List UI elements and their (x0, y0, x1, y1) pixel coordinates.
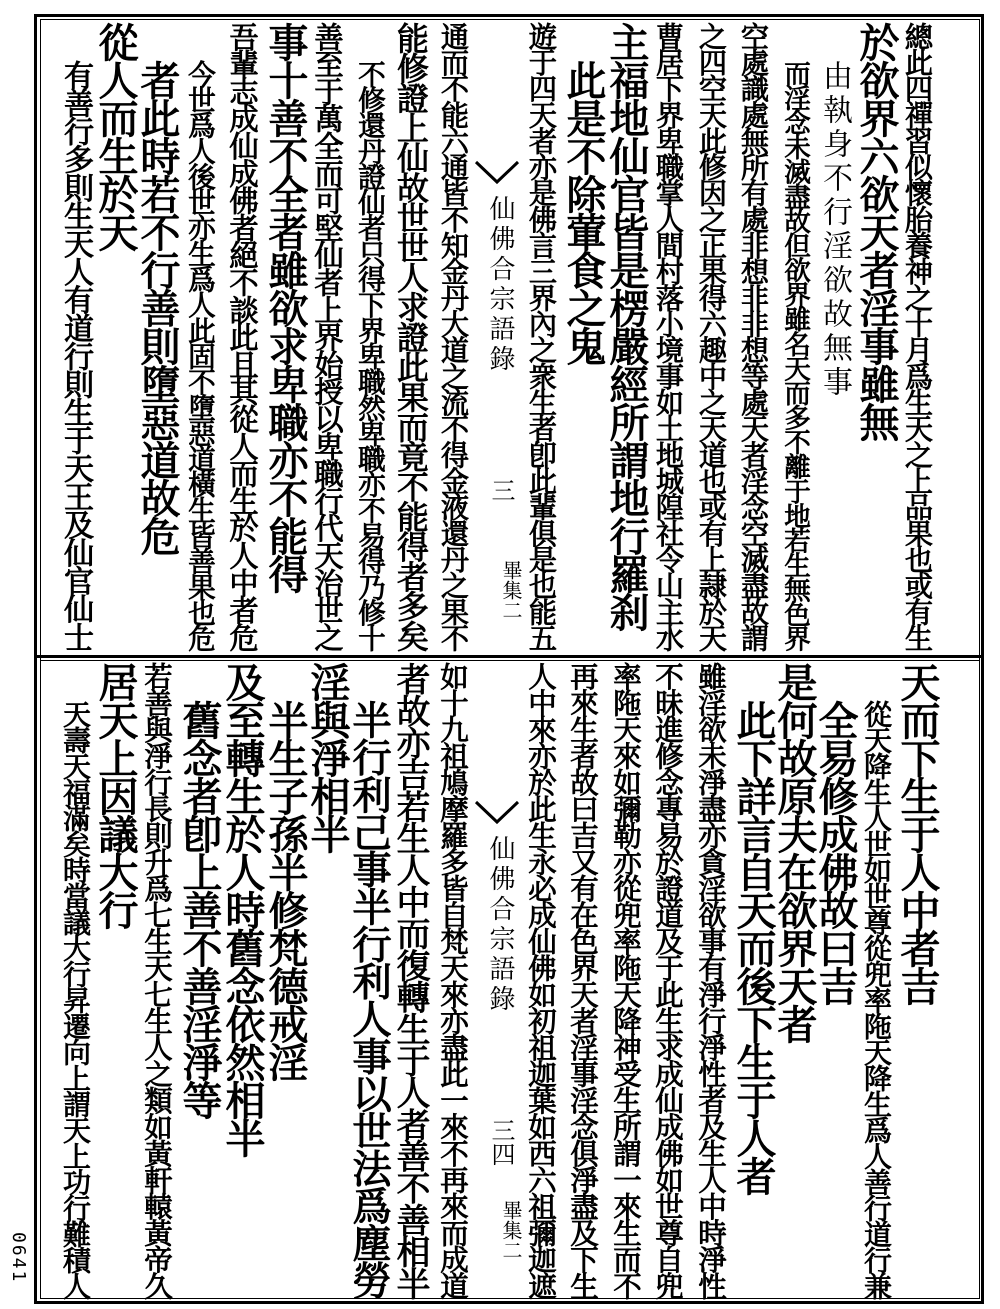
bottom-col-12: 者故亦吉若生人中而復轉生于人者善不善相半 (391, 662, 431, 1298)
fish-tail-mark-bottom (474, 800, 520, 826)
top-col-12: 能修證上仙故世世人求證此果而竟不能得者多矣 (392, 22, 430, 650)
bottom-col-10: 人中來亦於此生永必成仙佛如初祖迦葉如西六祖彌迦遮 (524, 662, 558, 1298)
top-col-5: 空處識處無所有處非想非非想等處天者淫念空滅盡故謂 (737, 22, 770, 650)
top-col-10: 遊于四天者亦是佛言三界內之衆生者卽此輩俱是也能五 (525, 22, 558, 650)
bottom-col-6: 雖淫欲未淨盡亦貪淫欲事有淨行淨性者及生人中時淨性 (694, 662, 728, 1298)
fish-tail-mark-top (474, 160, 520, 186)
top-col-2: 於欲界六欲天者淫事雖無 (853, 22, 900, 440)
bottom-col-4: 是何故原夫在欲界天者 (771, 662, 818, 1042)
bottom-col-17: 舊念者卽上善不善淫淨等 (176, 700, 223, 1118)
bottom-col-19: 居天上因議大行 (92, 662, 139, 928)
bottom-col-16: 及至轉生於人時舊念依然相半 (219, 662, 266, 1156)
top-col-16: 吾輩志成仙成佛者絕不談此且其從人而生於人中者危 (225, 22, 260, 650)
bottom-col-13: 半行利己事半行利人事以世法爲塵勞 (346, 700, 392, 1298)
top-col-6: 之四空天此修因之正果得六趣中之天道也或有上隷於天 (695, 22, 728, 650)
bottom-col-9: 再來生者故曰吉又有在色界天者淫事淫念俱淨盡及下生 (566, 662, 600, 1298)
top-col-19: 從人而生於天 (92, 22, 139, 250)
top-banner-title: 仙佛合宗語錄 (485, 195, 515, 375)
page-divider-inner (40, 660, 980, 661)
top-col-3: 由執身不行淫欲故無事 (817, 60, 852, 400)
bottom-volume: 畢集二 (499, 1200, 523, 1260)
top-col-4: 而淫念未滅盡故但欲界雖名天而多不離于地若生無色界 (779, 60, 810, 650)
bottom-col-5: 此下詳言自天而後下生于人者 (730, 700, 777, 1194)
top-col-9: 此是不除葷食之鬼 (560, 60, 607, 364)
top-col-17: 今世爲人後世亦生爲人此固不墮惡道橫生皆善果也危 (183, 60, 216, 650)
top-volume: 畢集二 (499, 560, 523, 620)
page-divider (34, 655, 984, 658)
top-col-15: 事十善不全者雖欲求卑職亦不能得 (262, 22, 309, 592)
bottom-col-15: 半生子孫半修梵德戒淫 (262, 700, 309, 1080)
top-col-14: 善至于萬全而可堅仙者上界始授以卑職行代天治世之 (310, 22, 345, 650)
bottom-col-20: 天壽天福滿矣時當議大行昇遷向上謂天上功行難積人 (59, 700, 92, 1298)
bottom-col-11: 如十九祖鳩摩羅多皆自梵天來亦盡此一來不再來而成道 (436, 662, 470, 1298)
top-col-20: 有善行多則生天人有道行則生于天王及仙官仙士 (58, 60, 93, 650)
top-col-8: 主福地仙官皆是楞嚴經所謂地行羅刹 (603, 22, 650, 630)
bottom-col-3: 全易修成佛故曰吉 (812, 700, 859, 1004)
bottom-leaf-mark: 三四 (487, 1118, 515, 1166)
top-col-1: 總此四禪習似懷胎養神之十月爲生天之上品果也或有生 (901, 22, 934, 650)
bottom-col-14: 淫與淨相半 (304, 662, 351, 852)
bottom-col-8: 率陁天來如彌勒亦從兜率陁天降神受生所謂一來生而不 (609, 662, 643, 1298)
page-number: 0641 (8, 1232, 29, 1284)
bottom-banner-title: 仙佛合宗語錄 (485, 835, 515, 1015)
bottom-col-7: 不昧進修念專易於證道及于此生求成仙成佛如世尊自兜 (651, 662, 685, 1298)
top-col-18: 者此時若不行善則墮惡道故危 (134, 60, 181, 554)
top-leaf-mark: 三 (487, 478, 515, 502)
top-col-7: 曹居下界卑職掌人間村落小境事如土地城隍社令山主水 (652, 22, 685, 650)
top-col-11: 通而不能六通皆不知金丹大道之流不得金液還丹之果不 (437, 22, 470, 650)
top-col-13: 不修還丹證仙者只得下界卑職然卑職亦不易得乃修十 (353, 60, 386, 650)
bottom-col-18: 若善與淨行長則升爲七生天七生人之類如黃軒轅黃帝久 (140, 662, 174, 1298)
bottom-col-2: 從天降生人世如世尊從兜率陁天降生爲人善行道行兼 (860, 700, 893, 1298)
bottom-col-1: 天而下生于人中者吉 (894, 662, 941, 1004)
